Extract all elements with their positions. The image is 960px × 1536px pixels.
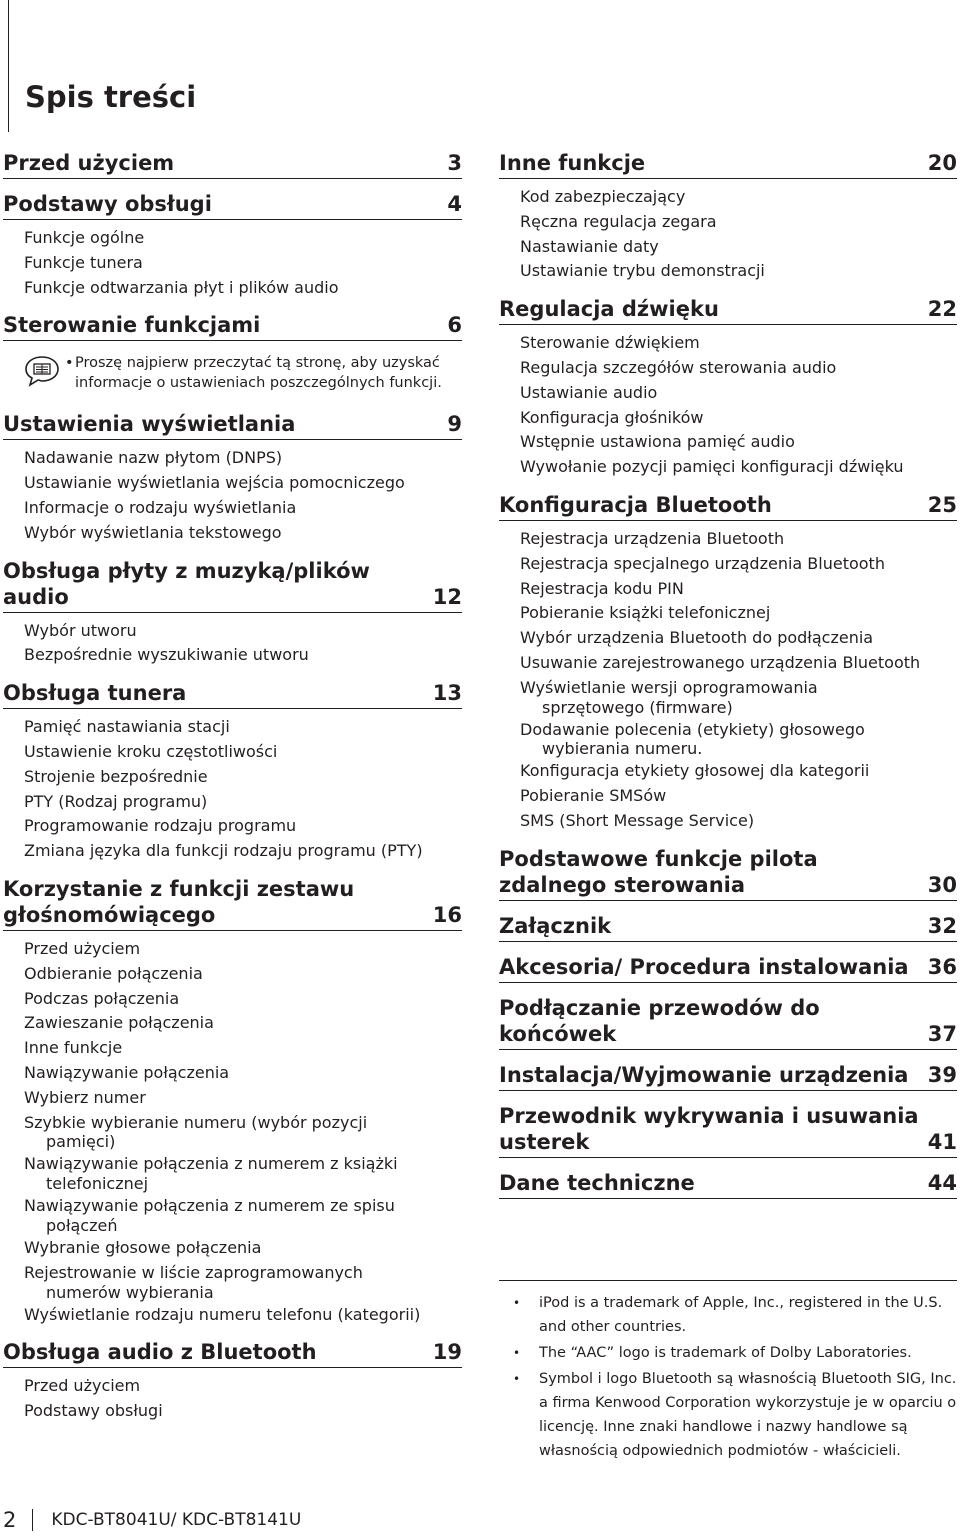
toc-item[interactable] <box>520 210 957 235</box>
toc-item-label: Ustawianie audio <box>520 382 658 402</box>
toc-item[interactable] <box>24 1086 462 1111</box>
toc-item[interactable] <box>24 1036 462 1061</box>
toc-item-label-continuation: wybierania numeru. <box>542 739 703 759</box>
toc-item-label-continuation: połączeń <box>46 1215 118 1235</box>
toc-item-list <box>3 226 462 300</box>
section-title: Dane techniczne <box>499 1170 695 1195</box>
toc-item-label: Wybierz numer <box>24 1087 146 1107</box>
toc-item[interactable] <box>24 521 462 546</box>
toc-item[interactable] <box>24 446 462 471</box>
toc-item-label: Wybór utworu <box>24 620 137 640</box>
toc-item[interactable] <box>520 381 957 406</box>
toc-item-label: Strojenie bezpośrednie <box>24 766 208 786</box>
toc-item-label: Usuwanie zarejestrowanego urządzenia Bluetooth <box>520 652 921 672</box>
toc-section-heading[interactable] <box>499 296 957 325</box>
toc-item-label: Inne funkcje <box>24 1038 123 1058</box>
toc-item[interactable] <box>520 784 957 809</box>
toc-section-heading[interactable] <box>499 150 957 179</box>
toc-item-label: Nawiązywanie połączenia <box>24 1062 230 1082</box>
toc-section <box>3 191 462 300</box>
toc-right-column <box>499 150 957 1211</box>
toc-section <box>499 1062 957 1091</box>
toc-item-label: Kod zabezpieczający <box>520 187 686 206</box>
toc-section <box>499 492 957 834</box>
toc-item-label: SMS (Short Message Service) <box>520 810 755 830</box>
toc-item[interactable] <box>520 601 957 626</box>
toc-item-label: Programowanie rodzaju programu <box>24 816 297 836</box>
toc-item[interactable] <box>520 718 957 760</box>
toc-item-label: Pamięć nastawiania stacji <box>24 717 230 737</box>
info-note <box>23 353 462 393</box>
toc-item[interactable] <box>24 619 462 644</box>
trademark-note: • iPod is a trademark of Apple, Inc., registered in the U.S. and other countries. <box>499 1291 957 1339</box>
toc-section-heading[interactable] <box>3 1339 462 1368</box>
toc-item-label-continuation: telefonicznej <box>46 1174 149 1194</box>
toc-item[interactable] <box>24 839 462 864</box>
toc-section-heading[interactable] <box>499 1170 957 1199</box>
toc-item-label: Funkcje odtwarzania płyt i plików audio <box>24 277 339 297</box>
toc-section-heading[interactable] <box>3 191 462 220</box>
section-page-number: 20 <box>927 151 957 175</box>
section-page-number: 32 <box>927 913 957 938</box>
left-edge-rule <box>8 0 9 132</box>
toc-item[interactable] <box>24 1061 462 1086</box>
manual-icon <box>23 355 61 387</box>
toc-item-label: Dodawanie polecenia (etykiety) głosowego <box>520 719 865 739</box>
toc-item[interactable] <box>520 331 957 356</box>
toc-item-label: Rejestrowanie w liście zaprogramowanych <box>24 1262 363 1282</box>
toc-item[interactable] <box>24 715 462 740</box>
toc-item-list <box>499 331 957 480</box>
toc-item-label: Odbieranie połączenia <box>24 963 203 983</box>
page-footer <box>3 1508 301 1532</box>
toc-item[interactable] <box>24 1399 462 1424</box>
toc-item-label: Wyświetlanie wersji oprogramowania <box>520 677 818 697</box>
toc-section-heading[interactable] <box>499 995 957 1050</box>
toc-section <box>3 680 462 864</box>
toc-item-list <box>3 937 462 1327</box>
toc-item-label: Wybranie głosowe połączenia <box>24 1237 262 1257</box>
toc-item-label: Nawiązywanie połączenia z numerem z książki <box>24 1154 398 1174</box>
toc-item[interactable] <box>520 759 957 784</box>
toc-item[interactable] <box>24 226 462 251</box>
toc-item-label: Szybkie wybieranie numeru (wybór pozycji <box>24 1112 368 1132</box>
toc-section-heading[interactable] <box>499 1103 957 1158</box>
toc-item-label: Nadawanie nazw płytom (DNPS) <box>24 448 283 468</box>
section-title: Konfiguracja Bluetooth <box>499 492 772 517</box>
section-title: Obsługa tunera <box>3 681 187 706</box>
toc-item-label: Nastawianie daty <box>520 236 659 256</box>
toc-item-list <box>3 715 462 864</box>
page-number: 2 <box>3 1508 17 1532</box>
section-title: Podstawowe funkcje pilota zdalnego sterowania <box>499 846 818 897</box>
section-title: Ustawienia wyświetlania <box>3 412 296 437</box>
bullet-glyph: • <box>65 355 74 372</box>
section-title: Sterowanie funkcjami <box>3 313 261 338</box>
section-title: Instalacja/Wyjmowanie urządzenia <box>499 1062 909 1087</box>
toc-item[interactable] <box>520 577 957 602</box>
toc-item-label: Przed użyciem <box>24 938 141 958</box>
section-page-number: 37 <box>927 1021 957 1046</box>
section-title: Podstawy obsługi <box>3 192 212 216</box>
toc-item-label: Ustawienie kroku częstotliwości <box>24 741 278 761</box>
section-title: Przed użyciem <box>3 151 175 175</box>
toc-section <box>499 150 957 284</box>
toc-item[interactable] <box>24 1194 462 1236</box>
section-page-number: 41 <box>927 1129 957 1154</box>
section-page-number: 3 <box>447 151 462 175</box>
toc-item-label-continuation: numerów wybierania <box>46 1282 214 1302</box>
toc-item-label: Przed użyciem <box>24 1376 141 1396</box>
toc-section-heading[interactable] <box>499 954 957 983</box>
section-title: Korzystanie z funkcji zestawu głośnomówiącego <box>3 876 355 927</box>
toc-item[interactable] <box>24 937 462 962</box>
toc-item[interactable] <box>520 356 957 381</box>
footer-divider <box>32 1509 33 1531</box>
page-title: Spis treści <box>25 80 197 114</box>
toc-item[interactable] <box>24 1236 462 1261</box>
toc-section-heading[interactable] <box>3 876 462 931</box>
section-page-number: 22 <box>927 297 957 322</box>
trademark-notes <box>499 1280 957 1465</box>
toc-item[interactable] <box>24 1011 462 1036</box>
section-title: Inne funkcje <box>499 151 646 175</box>
toc-item-label: Konfiguracja głośników <box>520 407 704 427</box>
section-page-number: 13 <box>432 681 462 706</box>
toc-item[interactable] <box>520 676 957 718</box>
toc-item[interactable] <box>24 251 462 276</box>
toc-item[interactable] <box>24 987 462 1012</box>
toc-item-label: Ręczna regulacja zegara <box>520 211 717 231</box>
toc-item[interactable] <box>520 552 957 577</box>
toc-item-list <box>499 185 957 284</box>
toc-item-label: Podczas połączenia <box>24 988 180 1008</box>
toc-item[interactable] <box>24 1374 462 1399</box>
toc-item-list <box>499 527 957 834</box>
toc-item[interactable] <box>24 471 462 496</box>
toc-section <box>3 876 462 1327</box>
toc-section-heading[interactable] <box>3 680 462 709</box>
toc-item[interactable] <box>520 259 957 284</box>
section-page-number: 44 <box>927 1170 957 1195</box>
toc-item-label: Funkcje ogólne <box>24 228 145 247</box>
toc-section-heading[interactable] <box>3 312 462 341</box>
section-title: Podłączanie przewodów do końcówek <box>499 995 820 1046</box>
section-title: Załącznik <box>499 913 612 938</box>
toc-item[interactable] <box>520 527 957 552</box>
toc-section <box>499 1103 957 1158</box>
toc-item[interactable] <box>520 430 957 455</box>
note-text-content: Proszę najpierw przeczytać tą stronę, aby uzyskać informacje o ustawieniach poszczególnych funkcji. <box>75 355 442 392</box>
toc-item-label: Podstawy obsługi <box>24 1401 163 1421</box>
toc-item[interactable] <box>24 1152 462 1194</box>
toc-item[interactable] <box>24 496 462 521</box>
toc-item-label: Wywołanie pozycji pamięci konfiguracji dźwięku <box>520 457 904 477</box>
toc-item-label: Wybór wyświetlania tekstowego <box>24 522 282 542</box>
toc-item[interactable] <box>24 962 462 987</box>
toc-section <box>499 1170 957 1199</box>
toc-item[interactable] <box>520 235 957 260</box>
section-page-number: 36 <box>927 954 957 979</box>
section-title: Obsługa płyty z muzyką/plików audio <box>3 558 370 609</box>
toc-item-label: Rejestracja kodu PIN <box>520 578 684 598</box>
section-title: Akcesoria/ Procedura instalowania <box>499 954 909 979</box>
toc-item-label: Ustawianie wyświetlania wejścia pomocniczego <box>24 473 405 493</box>
toc-section-heading[interactable] <box>3 150 462 179</box>
toc-item-label: Rejestracja urządzenia Bluetooth <box>520 528 785 548</box>
toc-section <box>499 995 957 1050</box>
toc-section <box>3 1339 462 1424</box>
toc-section-heading[interactable] <box>499 913 957 942</box>
toc-section <box>499 954 957 983</box>
toc-section <box>3 150 462 179</box>
model-name: KDC-BT8041U/ KDC-BT8141U <box>51 1510 302 1530</box>
toc-item-label: Rejestracja specjalnego urządzenia Bluetooth <box>520 553 885 573</box>
toc-item-label: Pobieranie książki telefonicznej <box>520 603 771 623</box>
toc-item-list <box>3 1374 462 1424</box>
toc-item[interactable] <box>520 406 957 431</box>
toc-item-label: Nawiązywanie połączenia z numerem ze spisu <box>24 1196 395 1216</box>
toc-section <box>499 296 957 480</box>
toc-left-column <box>3 150 462 1436</box>
toc-item-label: Bezpośrednie wyszukiwanie utworu <box>24 645 309 665</box>
toc-section-heading[interactable] <box>3 558 462 613</box>
toc-item-label: Zmiana języka dla funkcji rodzaju programu (PTY) <box>24 841 423 861</box>
toc-item-label: Ustawianie trybu demonstracji <box>520 261 765 281</box>
section-page-number: 4 <box>447 192 462 216</box>
toc-section <box>3 558 462 669</box>
section-page-number: 30 <box>927 872 957 897</box>
toc-item[interactable] <box>24 765 462 790</box>
toc-item[interactable] <box>24 790 462 815</box>
section-title: Przewodnik wykrywania i usuwania usterek <box>499 1103 919 1154</box>
section-page-number: 12 <box>432 584 462 609</box>
toc-item[interactable] <box>24 740 462 765</box>
toc-item[interactable] <box>520 185 957 210</box>
section-page-number: 9 <box>447 412 462 437</box>
toc-item[interactable] <box>520 651 957 676</box>
toc-section <box>3 312 462 341</box>
toc-item[interactable] <box>24 814 462 839</box>
trademark-note: • Symbol i logo Bluetooth są własnością Bluetooth SIG, Inc. a firma Kenwood Corporation wykorzystuje je w oparciu o licencję. Inne znaki handlowe i nazwy handlowe są własnością odpowiednich podmiotów - właścicieli. <box>499 1367 957 1463</box>
toc-item-label: Informacje o rodzaju wyświetlania <box>24 497 297 517</box>
toc-item[interactable] <box>520 626 957 651</box>
section-page-number: 25 <box>927 492 957 517</box>
toc-item-label-continuation: pamięci) <box>46 1132 116 1152</box>
toc-section-heading[interactable] <box>499 1062 957 1091</box>
section-page-number: 19 <box>432 1340 462 1365</box>
trademark-note: • The “AAC” logo is trademark of Dolby Laboratories. <box>499 1341 957 1365</box>
toc-item-label: Pobieranie SMSów <box>520 786 667 806</box>
toc-item-list <box>3 619 462 669</box>
toc-section <box>499 913 957 942</box>
toc-section <box>499 846 957 901</box>
toc-item-label: Wstępnie ustawiona pamięć audio <box>520 432 795 452</box>
toc-item[interactable] <box>520 455 957 480</box>
toc-section <box>3 411 462 545</box>
section-title: Obsługa audio z Bluetooth <box>3 1340 317 1365</box>
toc-section-heading[interactable] <box>499 846 957 901</box>
toc-item-label: Funkcje tunera <box>24 252 143 272</box>
toc-item-list <box>3 446 462 545</box>
section-title: Regulacja dźwięku <box>499 297 719 322</box>
toc-item-label: Konfiguracja etykiety głosowej dla kategorii <box>520 761 870 781</box>
toc-item[interactable] <box>520 809 957 834</box>
toc-item[interactable] <box>24 1111 462 1153</box>
toc-item[interactable] <box>24 1261 462 1303</box>
toc-item-label: Wybór urządzenia Bluetooth do podłączenia <box>520 628 874 648</box>
toc-item-label: Wyświetlanie rodzaju numeru telefonu (kategorii) <box>24 1304 421 1324</box>
section-page-number: 39 <box>927 1062 957 1087</box>
toc-item-label-continuation: sprzętowego (firmware) <box>542 697 733 717</box>
toc-item[interactable] <box>24 276 462 301</box>
toc-section-heading[interactable] <box>3 411 462 440</box>
toc-item-label: Regulacja szczegółów sterowania audio <box>520 357 837 377</box>
section-page-number: 16 <box>432 902 462 927</box>
note-text <box>61 353 462 393</box>
toc-item-label: PTY (Rodzaj programu) <box>24 791 208 811</box>
toc-section-heading[interactable] <box>499 492 957 521</box>
toc-item-label: Zawieszanie połączenia <box>24 1013 214 1033</box>
toc-item[interactable] <box>24 1303 462 1328</box>
toc-item-label: Sterowanie dźwiękiem <box>520 333 700 353</box>
toc-item[interactable] <box>24 643 462 668</box>
section-page-number: 6 <box>447 313 462 338</box>
